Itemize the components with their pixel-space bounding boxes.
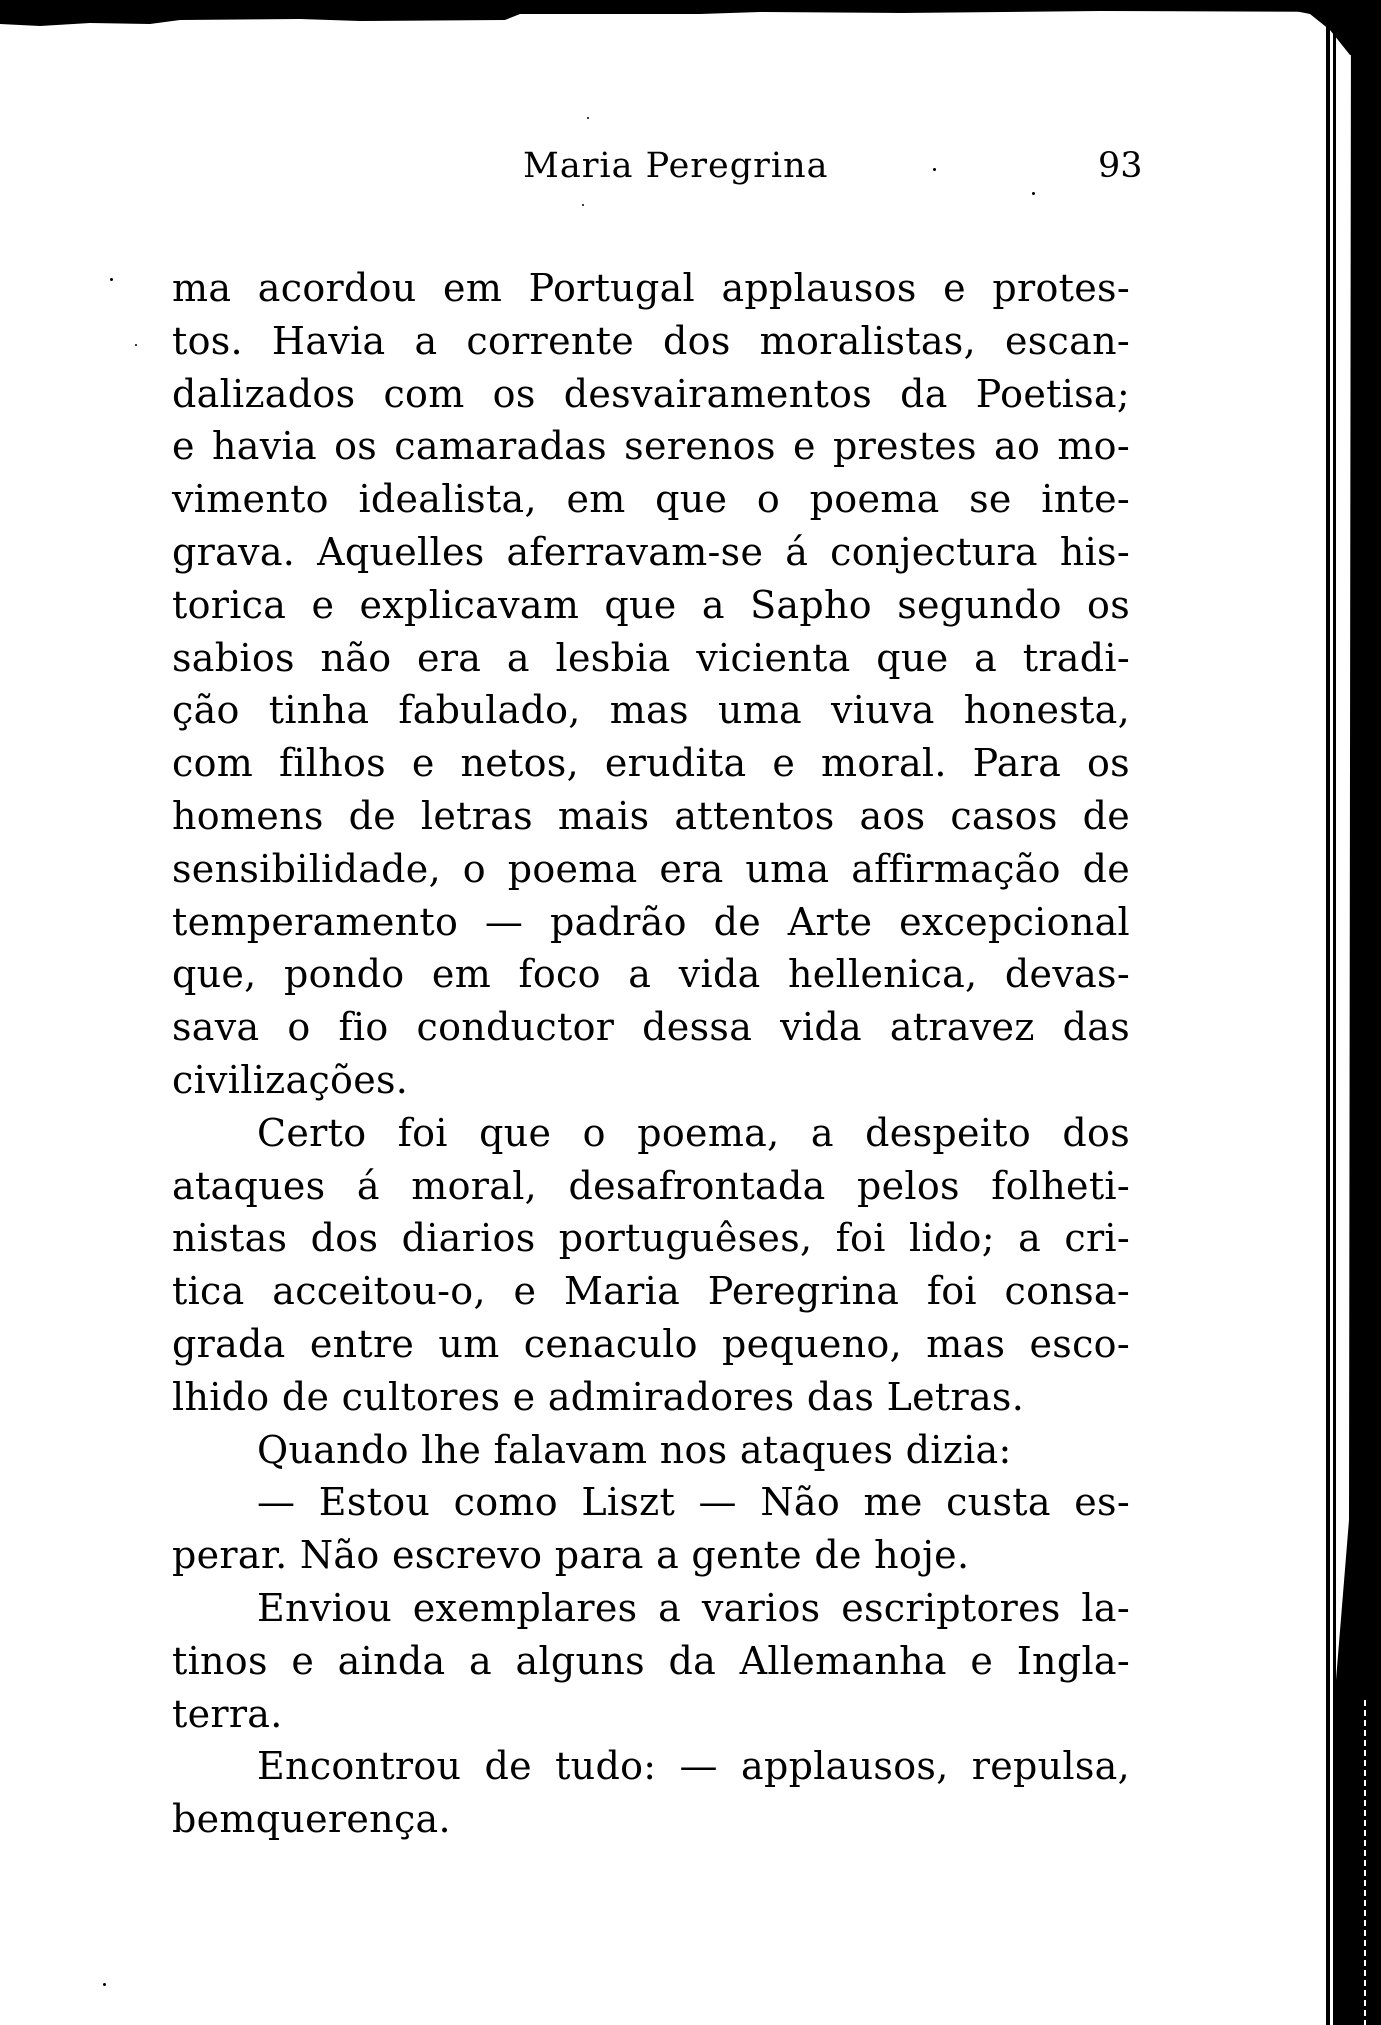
text-line: homens de letras mais attentos aos casos de [172, 793, 1130, 838]
text-line: civilizações. [172, 1057, 409, 1102]
text-line: ção tinha fabulado, mas uma viuva honesta, [172, 688, 1130, 733]
text-line: ataques á moral, desafrontada pelos folheti- [172, 1163, 1130, 1208]
text-line: grava. Aquelles aferravam-se á conjectura his- [172, 529, 1130, 574]
scan-speck [582, 204, 584, 206]
scan-speck [135, 344, 137, 346]
text-line: Certo foi que o poema, a despeito dos [257, 1110, 1130, 1155]
text-line: torica e explicavam que a Sapho segundo os [172, 582, 1130, 627]
text-line: que, pondo em foco a vida hellenica, devas- [172, 952, 1130, 997]
page-text [172, 262, 1130, 1846]
scan-artifact-top-bar [0, 0, 1381, 26]
text-line: sensibilidade, o poema era uma affirmação de [172, 846, 1130, 891]
page-header [0, 146, 1381, 196]
text-line: tos. Havia a corrente dos moralistas, escan- [172, 318, 1130, 363]
text-line: Encontrou de tudo: — applausos, repulsa, [257, 1744, 1130, 1789]
text-line: com filhos e netos, erudita e moral. Para os [172, 741, 1130, 786]
text-line: nistas dos diarios portuguêses, foi lido; a cri- [172, 1216, 1130, 1261]
text-line: sabios não era a lesbia vicienta que a tradi- [172, 635, 1130, 680]
running-title: Maria Peregrina [523, 146, 829, 186]
text-line: Quando lhe falavam nos ataques dizia: [257, 1427, 1012, 1472]
text-line: grada entre um cenaculo pequeno, mas esco- [172, 1321, 1130, 1366]
scan-artifact-right-rule [1333, 0, 1336, 2025]
text-line: dalizados com os desvairamentos da Poetisa; [172, 371, 1130, 416]
text-line: ma acordou em Portugal applausos e protes- [172, 266, 1130, 310]
text-line: — Estou como Liszt — Não me custa es- [257, 1480, 1130, 1525]
scan-speck [110, 278, 113, 281]
text-line: terra. [172, 1691, 283, 1736]
page-number: 93 [1098, 146, 1143, 186]
text-line: tinos e ainda a alguns da Allemanha e Ingla- [172, 1638, 1130, 1683]
scan-artifact-right-rule [1326, 0, 1330, 2025]
scan-artifact-white-streak [1364, 1700, 1366, 2025]
text-line: perar. Não escrevo para a gente de hoje. [172, 1533, 970, 1578]
text-line: e havia os camaradas serenos e prestes ao mo- [172, 424, 1130, 469]
scan-speck [587, 117, 589, 119]
scan-speck [103, 1983, 106, 1986]
text-line: vimento idealista, em que o poema se inte- [172, 477, 1130, 522]
text-line: tica acceitou-o, e Maria Peregrina foi consa- [172, 1269, 1130, 1314]
text-line: temperamento — padrão de Arte excepcional [172, 899, 1130, 944]
scan-artifact-binding-band [1336, 0, 1381, 2025]
text-line: bemquerença. [172, 1797, 451, 1842]
text-line: Enviou exemplares a varios escriptores la- [257, 1585, 1130, 1630]
text-line: lhido de cultores e admiradores das Letras. [172, 1374, 1025, 1419]
text-line: sava o fio conductor dessa vida atravez das [172, 1005, 1130, 1050]
